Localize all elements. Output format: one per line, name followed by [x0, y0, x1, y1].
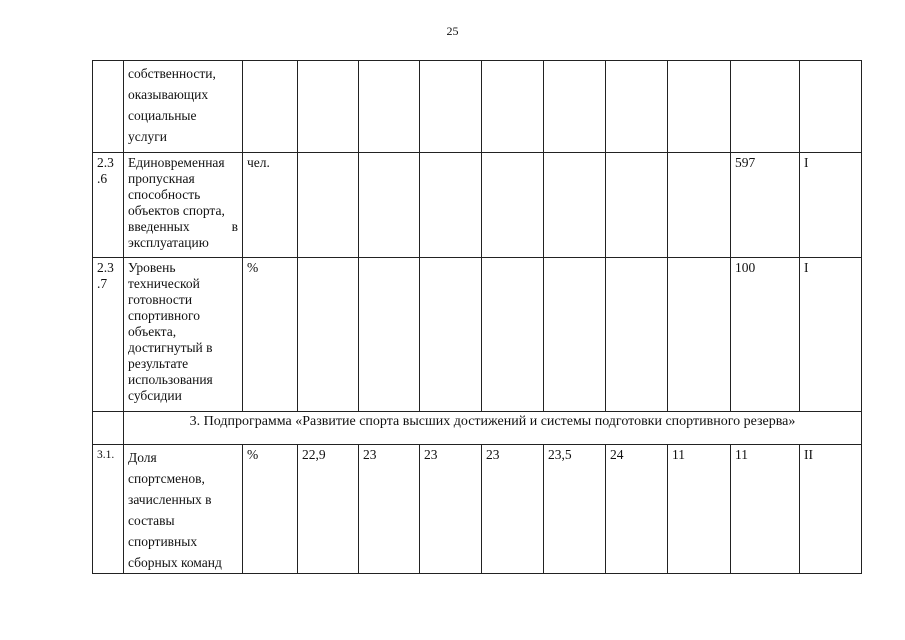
- value-cell: [668, 61, 731, 153]
- page-number: 25: [446, 24, 459, 38]
- value-cell: [359, 61, 420, 153]
- value-cell: 100: [731, 258, 800, 412]
- row-number: 2.3 .7: [93, 258, 124, 412]
- value-cell: 11: [668, 445, 731, 574]
- value-cell: [298, 258, 359, 412]
- value-cell: [544, 61, 606, 153]
- value-cell: [298, 153, 359, 258]
- indicators-table: [92, 60, 862, 574]
- indicator-name: собственности, оказывающих социальные услуги: [124, 61, 243, 153]
- value-cell: 23: [359, 445, 420, 574]
- level-cell: II: [800, 445, 862, 574]
- indicator-name: Доля спортсменов, зачисленных в составы спортивных сборных команд: [124, 445, 243, 574]
- unit-cell: %: [243, 445, 298, 574]
- value-cell: 23: [482, 445, 544, 574]
- section-title: 3. Подпрограмма «Развитие спорта высших достижений и системы подготовки спортивного резерва»: [124, 412, 862, 445]
- level-cell: [800, 61, 862, 153]
- table-row: [93, 258, 862, 412]
- unit-cell: %: [243, 258, 298, 412]
- value-cell: 23: [420, 445, 482, 574]
- value-cell: 22,9: [298, 445, 359, 574]
- value-cell: [606, 61, 668, 153]
- value-cell: [606, 153, 668, 258]
- value-cell: [668, 258, 731, 412]
- value-cell: [420, 153, 482, 258]
- value-cell: [359, 258, 420, 412]
- indicator-name: Единовременная пропускная способность объектов спорта, введенных в эксплуатацию: [124, 153, 243, 258]
- value-cell: [298, 61, 359, 153]
- table-row: [93, 153, 862, 258]
- value-cell: [668, 153, 731, 258]
- table-row: [93, 61, 862, 153]
- value-cell: [420, 61, 482, 153]
- value-cell: [482, 61, 544, 153]
- indicator-name: Уровень технической готовности спортивного объекта, достигнутый в результате использования субсидии: [124, 258, 243, 412]
- value-cell: 11: [731, 445, 800, 574]
- level-cell: I: [800, 258, 862, 412]
- section-row: [93, 412, 862, 445]
- row-number: [93, 61, 124, 153]
- value-cell: [544, 153, 606, 258]
- section-number-cell: [93, 412, 124, 445]
- value-cell: [606, 258, 668, 412]
- value-cell: [482, 258, 544, 412]
- table-row: [93, 445, 862, 574]
- value-cell: [544, 258, 606, 412]
- value-cell: 23,5: [544, 445, 606, 574]
- value-cell: [359, 153, 420, 258]
- value-cell: [482, 153, 544, 258]
- row-number: 2.3 .6: [93, 153, 124, 258]
- unit-cell: чел.: [243, 153, 298, 258]
- value-cell: 24: [606, 445, 668, 574]
- unit-cell: [243, 61, 298, 153]
- justified-line: введенных в: [128, 219, 238, 234]
- level-cell: I: [800, 153, 862, 258]
- value-cell: [731, 61, 800, 153]
- value-cell: 597: [731, 153, 800, 258]
- row-number: 3.1.: [93, 445, 124, 574]
- value-cell: [420, 258, 482, 412]
